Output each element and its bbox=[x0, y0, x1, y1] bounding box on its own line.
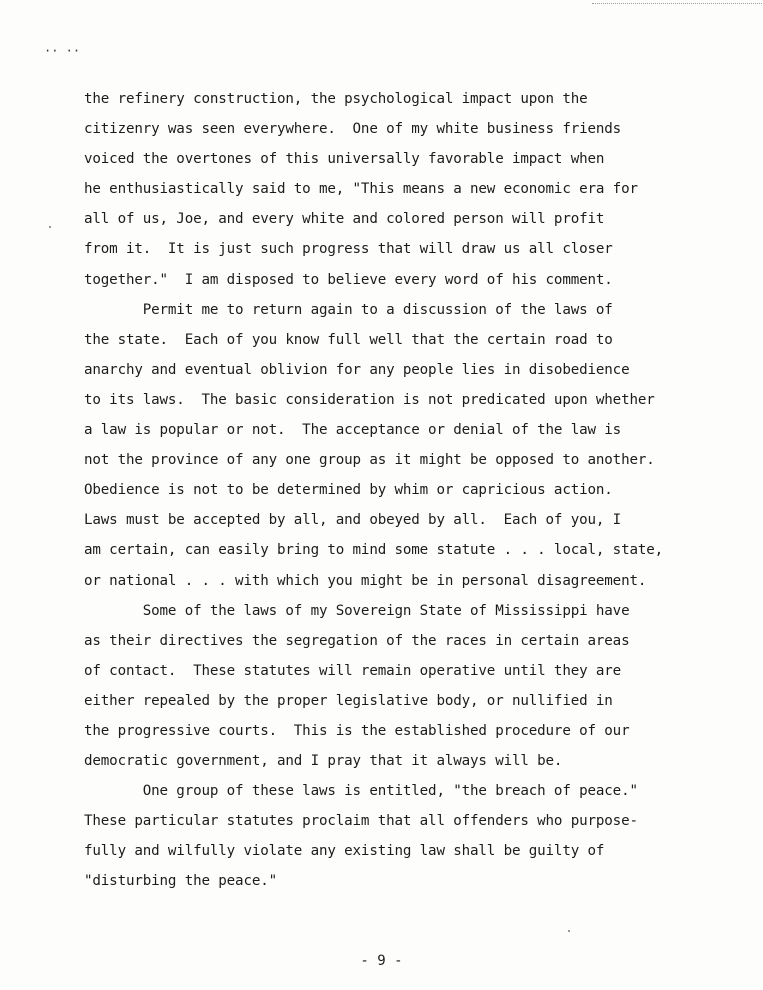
text-line: the refinery construction, the psychological impact upon the bbox=[84, 91, 588, 107]
header-marks: ·· ·· bbox=[44, 44, 81, 58]
text-line: democratic government, and I pray that it always will be. bbox=[84, 753, 563, 770]
text-line: voiced the overtones of this universally favorable impact when bbox=[84, 151, 605, 168]
text-line: the progressive courts. This is the established procedure of our bbox=[84, 722, 630, 739]
text-line: Some of the laws of my Sovereign State of Mississippi have bbox=[84, 602, 630, 619]
text-line: Permit me to return again to a discussion of the laws of bbox=[84, 301, 613, 318]
text-line: anarchy and eventual oblivion for any people lies in disobedience bbox=[84, 361, 630, 378]
text-line: together." I am disposed to believe every word of his comment. bbox=[84, 271, 613, 288]
text-line: Laws must be accepted by all, and obeyed by all. Each of you, I bbox=[84, 512, 622, 529]
text-line: fully and wilfully violate any existing law shall be guilty of bbox=[84, 843, 605, 860]
text-line: the state. Each of you know full well that the certain road to bbox=[84, 331, 613, 348]
body-text bbox=[84, 84, 744, 897]
text-line: Obedience is not to be determined by whim or capricious action. bbox=[84, 482, 613, 499]
text-line: One group of these laws is entitled, "the breach of peace." bbox=[84, 783, 638, 800]
stray-speck bbox=[568, 930, 570, 932]
text-line: These particular statutes proclaim that all offenders who purpose- bbox=[84, 813, 638, 830]
text-line: am certain, can easily bring to mind some statute . . . local, state, bbox=[84, 542, 664, 559]
text-line: "disturbing the peace." bbox=[84, 873, 278, 890]
text-line: citizenry was seen everywhere. One of my white business friends bbox=[84, 121, 622, 138]
text-line: he enthusiastically said to me, "This means a new economic era for bbox=[84, 181, 638, 198]
top-edge-dotted-border bbox=[592, 0, 762, 4]
text-line: not the province of any one group as it might be opposed to another. bbox=[84, 452, 655, 469]
text-line: either repealed by the proper legislative body, or nullified in bbox=[84, 692, 613, 709]
text-line: as their directives the segregation of the races in certain areas bbox=[84, 632, 630, 649]
text-line: from it. It is just such progress that will draw us all closer bbox=[84, 241, 613, 258]
text-line: all of us, Joe, and every white and colored person will profit bbox=[84, 211, 605, 228]
text-line: a law is popular or not. The acceptance or denial of the law is bbox=[84, 422, 622, 439]
page-number: - 9 - bbox=[360, 953, 403, 969]
text-line: of contact. These statutes will remain operative until they are bbox=[84, 662, 622, 679]
stray-speck bbox=[49, 226, 51, 228]
text-line: to its laws. The basic consideration is not predicated upon whether bbox=[84, 391, 655, 408]
text-line: or national . . . with which you might be in personal disagreement. bbox=[84, 572, 647, 589]
